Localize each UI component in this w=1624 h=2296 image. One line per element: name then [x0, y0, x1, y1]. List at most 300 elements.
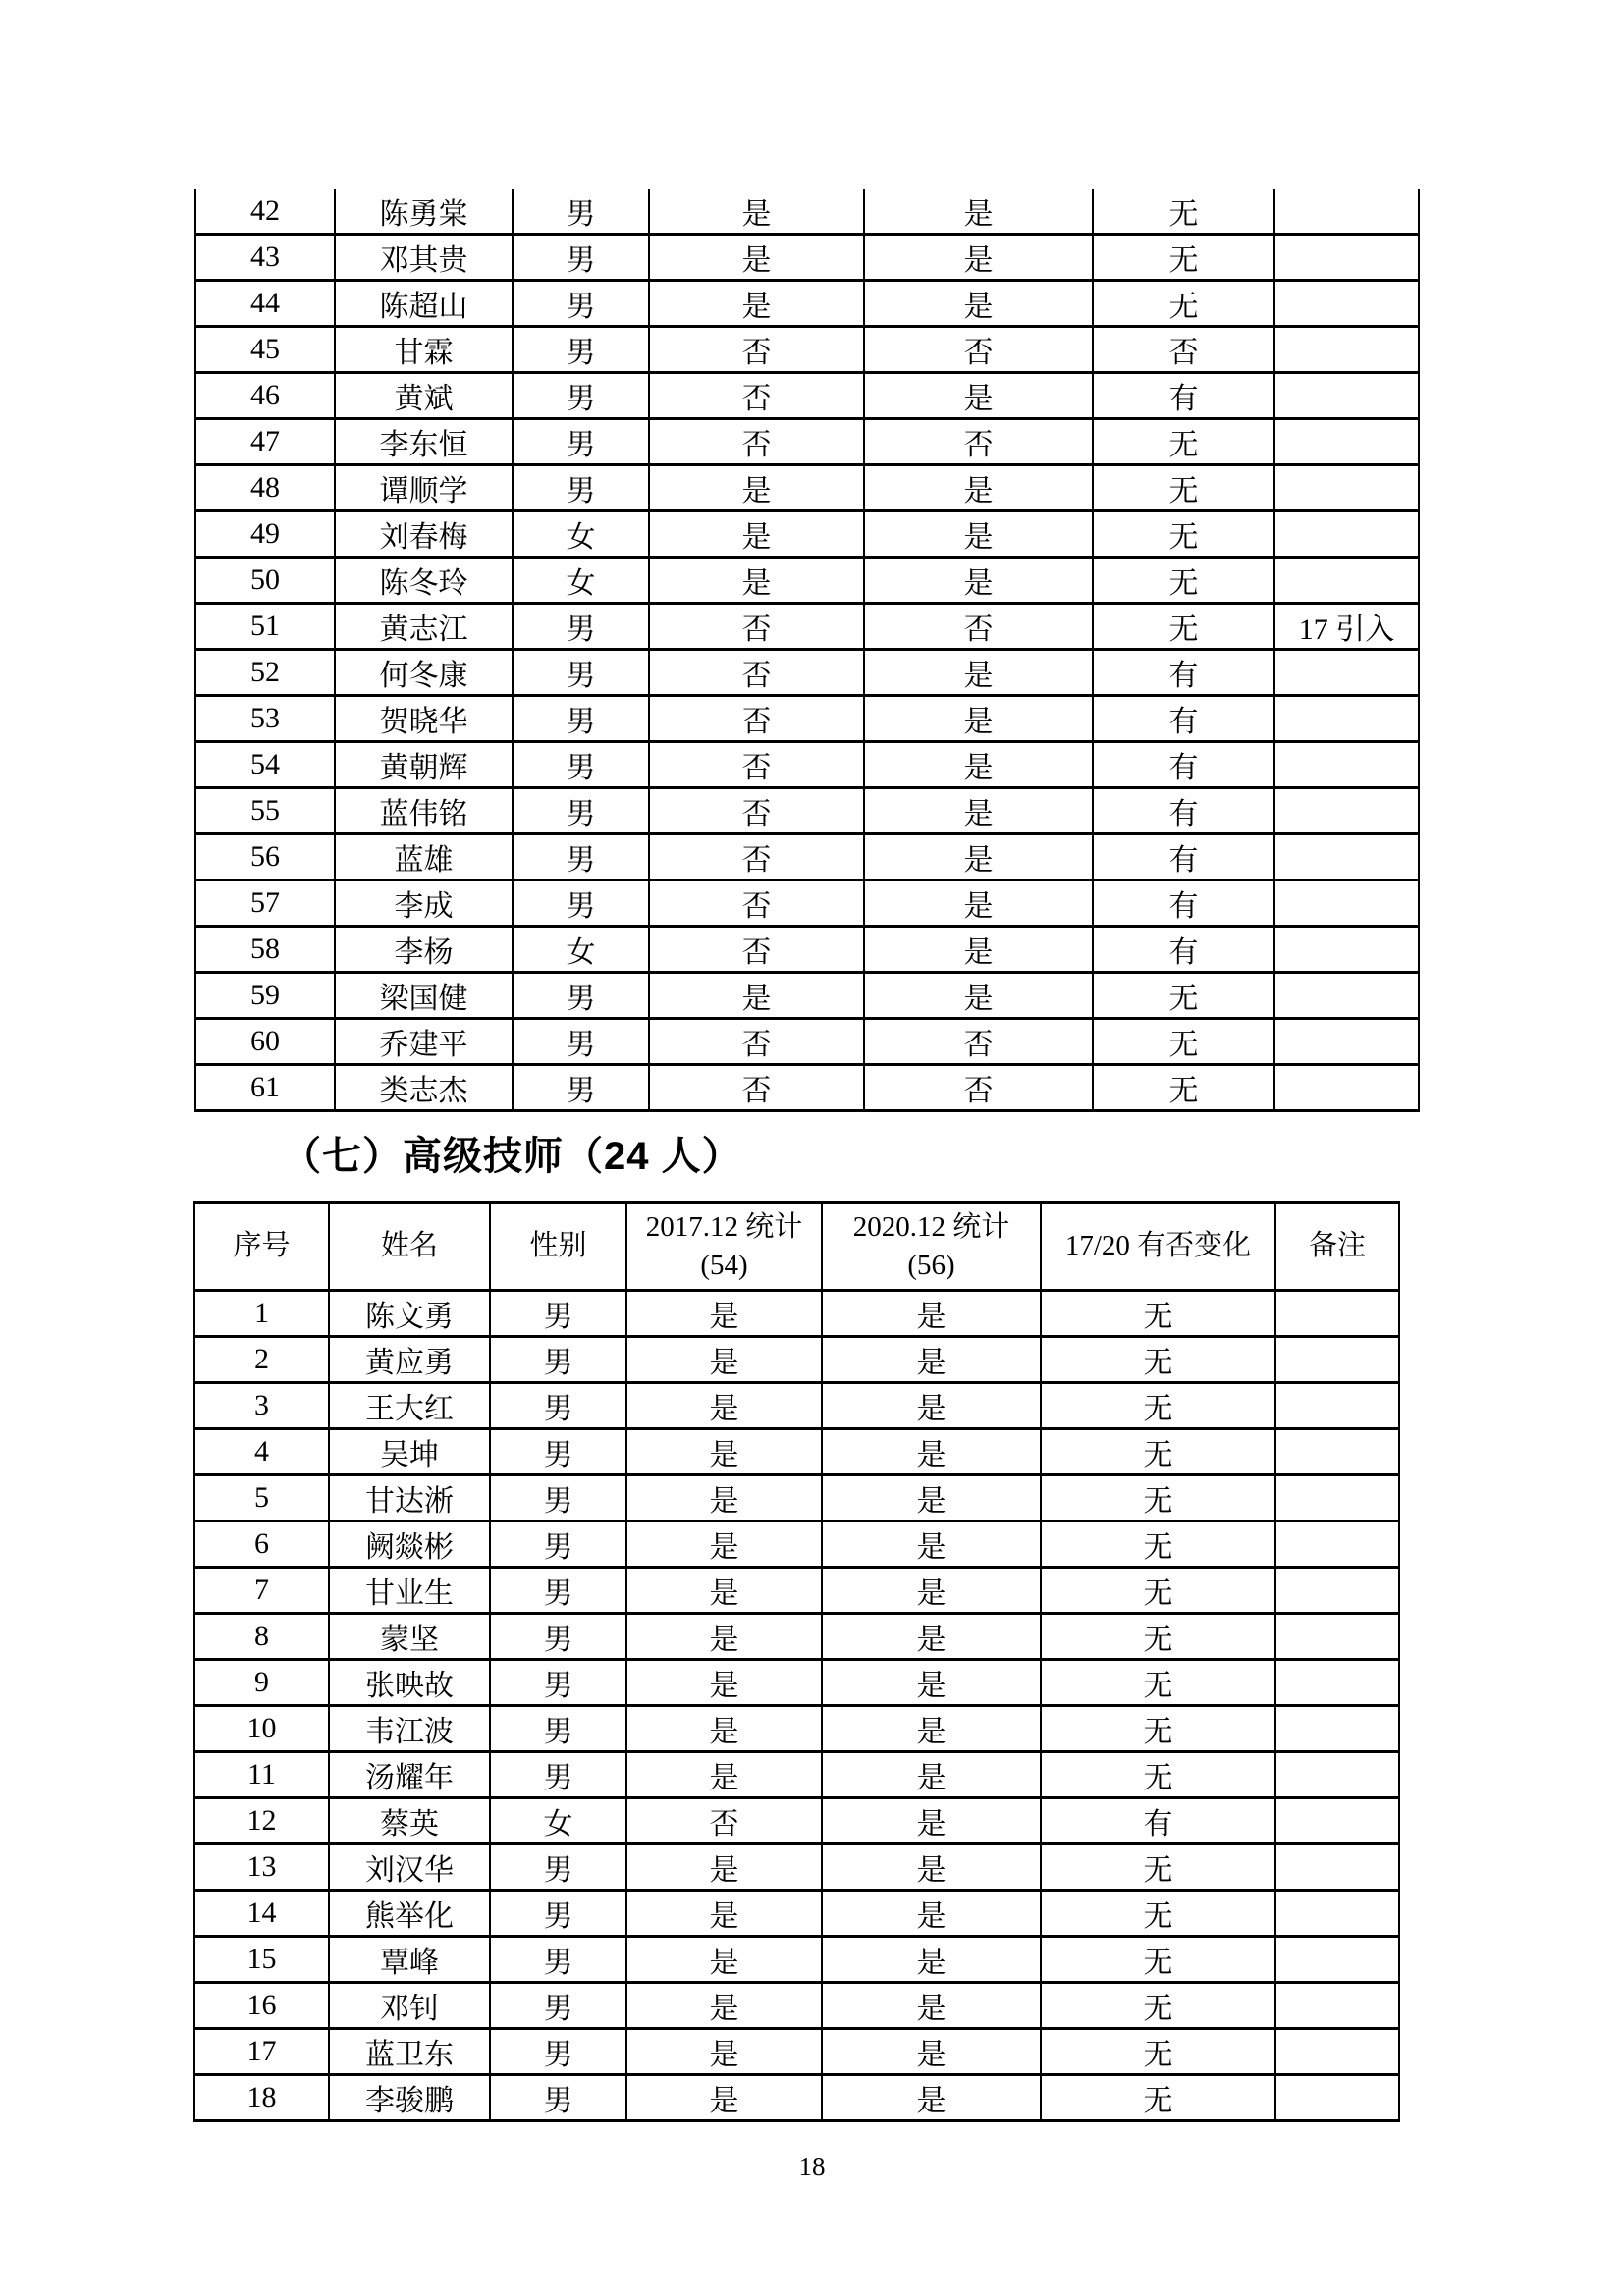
- cell-change: 无: [1041, 1983, 1275, 2029]
- cell-change: 无: [1093, 281, 1274, 327]
- cell-stat2020: 是: [864, 235, 1093, 281]
- page-number: 18: [798, 2152, 826, 2181]
- cell-no: 9: [194, 1660, 329, 1706]
- cell-change: 无: [1093, 419, 1274, 465]
- cell-remark: [1275, 1937, 1399, 1983]
- cell-gender: 男: [490, 1475, 626, 1522]
- senior-technician-table-body: [194, 1291, 1399, 2121]
- cell-stat2017: 是: [649, 281, 864, 327]
- cell-stat2017: 是: [649, 973, 864, 1019]
- cell-stat2017: 否: [649, 604, 864, 650]
- cell-name: 陈冬玲: [335, 558, 513, 604]
- cell-name: 李东恒: [335, 419, 513, 465]
- table-row: [195, 235, 1419, 281]
- cell-no: 43: [195, 235, 335, 281]
- cell-remark: [1274, 973, 1419, 1019]
- cell-stat2017: 是: [649, 189, 864, 235]
- cell-name: 张映故: [329, 1660, 490, 1706]
- cell-remark: [1274, 465, 1419, 511]
- table-row: [195, 558, 1419, 604]
- cell-no: 11: [194, 1752, 329, 1798]
- table-row: [194, 1614, 1399, 1660]
- cell-change: 无: [1041, 1937, 1275, 1983]
- cell-stat2017: 否: [649, 927, 864, 973]
- cell-name: 韦江波: [329, 1706, 490, 1752]
- cell-gender: 男: [490, 1291, 626, 1337]
- table-row: [195, 973, 1419, 1019]
- cell-remark: [1274, 235, 1419, 281]
- cell-remark: [1275, 1752, 1399, 1798]
- cell-no: 4: [194, 1429, 329, 1475]
- cell-gender: 男: [490, 1706, 626, 1752]
- cell-stat2020: 是: [864, 373, 1093, 419]
- cell-no: 54: [195, 742, 335, 788]
- cell-no: 51: [195, 604, 335, 650]
- table-row: [194, 2075, 1399, 2121]
- cell-stat2020: 是: [864, 881, 1093, 927]
- cell-gender: 男: [490, 1614, 626, 1660]
- cell-stat2017: 是: [626, 1752, 822, 1798]
- cell-remark: [1275, 2075, 1399, 2121]
- column-header: 2017.12 统计 (54): [626, 1203, 822, 1291]
- cell-no: 7: [194, 1568, 329, 1614]
- cell-gender: 男: [490, 2029, 626, 2075]
- header-row: [194, 1203, 1399, 1291]
- cell-name: 吴坤: [329, 1429, 490, 1475]
- cell-name: 覃峰: [329, 1937, 490, 1983]
- cell-change: 无: [1093, 189, 1274, 235]
- cell-name: 蓝卫东: [329, 2029, 490, 2075]
- cell-change: 无: [1041, 1614, 1275, 1660]
- cell-gender: 男: [513, 788, 649, 834]
- cell-gender: 男: [513, 1065, 649, 1111]
- cell-stat2017: 是: [626, 1660, 822, 1706]
- cell-change: 无: [1041, 1568, 1275, 1614]
- column-header: 2020.12 统计 (56): [822, 1203, 1041, 1291]
- cell-change: 无: [1093, 604, 1274, 650]
- cell-no: 1: [194, 1291, 329, 1337]
- cell-name: 甘达淅: [329, 1475, 490, 1522]
- cell-remark: [1275, 1568, 1399, 1614]
- cell-stat2020: 否: [864, 419, 1093, 465]
- cell-no: 53: [195, 696, 335, 742]
- cell-stat2020: 是: [822, 1983, 1041, 2029]
- cell-stat2017: 是: [626, 1614, 822, 1660]
- cell-gender: 男: [490, 1844, 626, 1891]
- cell-name: 陈超山: [335, 281, 513, 327]
- cell-change: 无: [1041, 1706, 1275, 1752]
- cell-name: 乔建平: [335, 1019, 513, 1065]
- cell-change: 有: [1093, 696, 1274, 742]
- column-header: 备注: [1275, 1203, 1399, 1291]
- section-heading: （七）高级技师（24 人）: [282, 1135, 742, 1178]
- table-row: [194, 1752, 1399, 1798]
- cell-remark: [1274, 1019, 1419, 1065]
- cell-gender: 男: [490, 1752, 626, 1798]
- cell-gender: 男: [513, 419, 649, 465]
- cell-stat2017: 是: [626, 1891, 822, 1937]
- cell-remark: [1275, 1891, 1399, 1937]
- cell-name: 梁国健: [335, 973, 513, 1019]
- cell-stat2017: 否: [649, 1019, 864, 1065]
- table-row: [195, 327, 1419, 373]
- cell-stat2017: 否: [649, 650, 864, 696]
- cell-change: 无: [1041, 1475, 1275, 1522]
- cell-change: 有: [1093, 373, 1274, 419]
- cell-remark: [1274, 1065, 1419, 1111]
- table-row: [195, 696, 1419, 742]
- column-header: 姓名: [329, 1203, 490, 1291]
- cell-remark: [1275, 1475, 1399, 1522]
- cell-stat2017: 是: [626, 1429, 822, 1475]
- cell-change: 无: [1041, 2075, 1275, 2121]
- cell-no: 60: [195, 1019, 335, 1065]
- cell-gender: 男: [490, 2075, 626, 2121]
- cell-gender: 男: [513, 465, 649, 511]
- table-row: [194, 1891, 1399, 1937]
- cell-remark: [1275, 1660, 1399, 1706]
- cell-stat2020: 是: [822, 1891, 1041, 1937]
- cell-name: 李成: [335, 881, 513, 927]
- cell-gender: 男: [490, 1983, 626, 2029]
- cell-name: 邓钊: [329, 1983, 490, 2029]
- cell-change: 无: [1093, 235, 1274, 281]
- cell-no: 48: [195, 465, 335, 511]
- cell-remark: [1274, 927, 1419, 973]
- cell-change: 无: [1041, 1337, 1275, 1383]
- cell-change: 有: [1093, 834, 1274, 881]
- cell-name: 熊举化: [329, 1891, 490, 1937]
- cell-gender: 男: [513, 650, 649, 696]
- cell-remark: [1274, 511, 1419, 558]
- cell-gender: 男: [490, 1568, 626, 1614]
- cell-no: 8: [194, 1614, 329, 1660]
- cell-stat2017: 否: [649, 1065, 864, 1111]
- cell-change: 有: [1093, 650, 1274, 696]
- cell-gender: 男: [513, 696, 649, 742]
- cell-no: 13: [194, 1844, 329, 1891]
- cell-stat2020: 是: [822, 1752, 1041, 1798]
- cell-stat2020: 是: [864, 788, 1093, 834]
- cell-no: 56: [195, 834, 335, 881]
- cell-name: 陈勇棠: [335, 189, 513, 235]
- cell-no: 45: [195, 327, 335, 373]
- cell-gender: 男: [490, 1937, 626, 1983]
- cell-gender: 男: [490, 1660, 626, 1706]
- cell-stat2017: 是: [649, 511, 864, 558]
- cell-stat2020: 否: [864, 327, 1093, 373]
- cell-remark: [1274, 834, 1419, 881]
- cell-stat2020: 是: [864, 696, 1093, 742]
- cell-change: 无: [1041, 1752, 1275, 1798]
- table-row: [194, 1983, 1399, 2029]
- staff-table-body: [195, 189, 1419, 1111]
- cell-stat2020: 是: [822, 2075, 1041, 2121]
- cell-stat2017: 是: [626, 2029, 822, 2075]
- table-row: [194, 1844, 1399, 1891]
- cell-name: 蔡英: [329, 1798, 490, 1844]
- table-row: [194, 1798, 1399, 1844]
- cell-change: 有: [1093, 881, 1274, 927]
- cell-no: 18: [194, 2075, 329, 2121]
- cell-no: 10: [194, 1706, 329, 1752]
- cell-stat2017: 否: [649, 742, 864, 788]
- cell-name: 何冬康: [335, 650, 513, 696]
- cell-stat2017: 是: [626, 1844, 822, 1891]
- cell-stat2020: 是: [822, 1522, 1041, 1568]
- cell-gender: 男: [513, 604, 649, 650]
- cell-remark: [1275, 1383, 1399, 1429]
- table-row: [195, 604, 1419, 650]
- table-row: [194, 2029, 1399, 2075]
- cell-name: 黄应勇: [329, 1337, 490, 1383]
- table-row: [194, 1660, 1399, 1706]
- cell-stat2017: 是: [649, 235, 864, 281]
- cell-stat2020: 是: [864, 973, 1093, 1019]
- cell-stat2017: 是: [626, 1475, 822, 1522]
- table-row: [195, 189, 1419, 235]
- cell-name: 邓其贵: [335, 235, 513, 281]
- cell-stat2017: 否: [649, 696, 864, 742]
- cell-name: 黄朝辉: [335, 742, 513, 788]
- cell-change: 无: [1093, 973, 1274, 1019]
- cell-no: 16: [194, 1983, 329, 2029]
- cell-stat2017: 否: [649, 834, 864, 881]
- cell-stat2020: 是: [822, 1475, 1041, 1522]
- table-row: [194, 1522, 1399, 1568]
- cell-change: 无: [1041, 1844, 1275, 1891]
- cell-change: 无: [1041, 1522, 1275, 1568]
- cell-name: 刘春梅: [335, 511, 513, 558]
- cell-stat2017: 否: [649, 373, 864, 419]
- cell-name: 李杨: [335, 927, 513, 973]
- table-row: [195, 281, 1419, 327]
- cell-gender: 男: [513, 973, 649, 1019]
- cell-stat2017: 是: [626, 1522, 822, 1568]
- cell-no: 50: [195, 558, 335, 604]
- cell-remark: [1274, 558, 1419, 604]
- cell-change: 有: [1093, 742, 1274, 788]
- cell-stat2020: 是: [864, 650, 1093, 696]
- cell-name: 刘汉华: [329, 1844, 490, 1891]
- cell-name: 黄斌: [335, 373, 513, 419]
- cell-remark: [1274, 327, 1419, 373]
- cell-remark: [1274, 881, 1419, 927]
- cell-no: 61: [195, 1065, 335, 1111]
- cell-stat2020: 是: [864, 189, 1093, 235]
- cell-remark: [1274, 281, 1419, 327]
- cell-gender: 男: [513, 189, 649, 235]
- senior-technician-table: [193, 1201, 1400, 2122]
- cell-stat2017: 是: [626, 2075, 822, 2121]
- cell-gender: 男: [513, 834, 649, 881]
- cell-stat2020: 是: [822, 1383, 1041, 1429]
- cell-stat2017: 否: [649, 419, 864, 465]
- table-row: [194, 1291, 1399, 1337]
- cell-remark: 17 引入: [1274, 604, 1419, 650]
- cell-change: 无: [1041, 1891, 1275, 1937]
- cell-name: 甘霖: [335, 327, 513, 373]
- cell-stat2020: 是: [822, 1937, 1041, 1983]
- cell-remark: [1274, 650, 1419, 696]
- cell-stat2020: 是: [822, 1844, 1041, 1891]
- cell-name: 蓝伟铭: [335, 788, 513, 834]
- cell-no: 2: [194, 1337, 329, 1383]
- cell-stat2020: 是: [864, 927, 1093, 973]
- cell-name: 阙燚彬: [329, 1522, 490, 1568]
- cell-change: 无: [1093, 511, 1274, 558]
- cell-remark: [1274, 419, 1419, 465]
- cell-remark: [1275, 1983, 1399, 2029]
- cell-no: 15: [194, 1937, 329, 1983]
- table-row: [194, 1937, 1399, 1983]
- cell-no: 49: [195, 511, 335, 558]
- cell-name: 谭顺学: [335, 465, 513, 511]
- cell-no: 55: [195, 788, 335, 834]
- cell-remark: [1274, 742, 1419, 788]
- cell-change: 无: [1093, 1019, 1274, 1065]
- cell-stat2020: 是: [864, 558, 1093, 604]
- cell-gender: 女: [513, 511, 649, 558]
- cell-stat2020: 是: [822, 1614, 1041, 1660]
- cell-stat2017: 是: [626, 1706, 822, 1752]
- staff-table-continued: [194, 189, 1420, 1112]
- cell-remark: [1275, 1844, 1399, 1891]
- cell-remark: [1275, 1798, 1399, 1844]
- cell-gender: 女: [513, 927, 649, 973]
- cell-stat2020: 否: [864, 1019, 1093, 1065]
- table-row: [195, 465, 1419, 511]
- cell-stat2020: 是: [864, 465, 1093, 511]
- cell-stat2020: 是: [822, 1337, 1041, 1383]
- cell-stat2017: 是: [626, 1337, 822, 1383]
- cell-remark: [1274, 696, 1419, 742]
- cell-no: 14: [194, 1891, 329, 1937]
- cell-stat2020: 是: [822, 1429, 1041, 1475]
- cell-change: 无: [1041, 2029, 1275, 2075]
- table-row: [194, 1429, 1399, 1475]
- table-row: [195, 650, 1419, 696]
- cell-gender: 男: [513, 235, 649, 281]
- cell-gender: 男: [513, 327, 649, 373]
- cell-stat2020: 是: [822, 1798, 1041, 1844]
- cell-remark: [1274, 189, 1419, 235]
- cell-no: 42: [195, 189, 335, 235]
- table-row: [195, 788, 1419, 834]
- table-row: [194, 1706, 1399, 1752]
- cell-change: 无: [1093, 558, 1274, 604]
- cell-no: 6: [194, 1522, 329, 1568]
- table-row: [195, 511, 1419, 558]
- cell-remark: [1274, 373, 1419, 419]
- column-header: 序号: [194, 1203, 329, 1291]
- cell-stat2020: 是: [822, 2029, 1041, 2075]
- cell-name: 李骏鹏: [329, 2075, 490, 2121]
- cell-change: 有: [1041, 1798, 1275, 1844]
- table-row: [194, 1383, 1399, 1429]
- cell-gender: 男: [490, 1383, 626, 1429]
- table-row: [195, 1065, 1419, 1111]
- cell-no: 12: [194, 1798, 329, 1844]
- cell-change: 有: [1093, 927, 1274, 973]
- cell-stat2017: 是: [649, 558, 864, 604]
- cell-remark: [1275, 2029, 1399, 2075]
- cell-change: 否: [1093, 327, 1274, 373]
- cell-no: 17: [194, 2029, 329, 2075]
- cell-remark: [1275, 1522, 1399, 1568]
- cell-stat2017: 否: [626, 1798, 822, 1844]
- cell-name: 蒙坚: [329, 1614, 490, 1660]
- cell-remark: [1275, 1429, 1399, 1475]
- cell-remark: [1275, 1614, 1399, 1660]
- cell-change: 有: [1093, 788, 1274, 834]
- cell-change: 无: [1041, 1291, 1275, 1337]
- cell-name: 类志杰: [335, 1065, 513, 1111]
- cell-name: 王大红: [329, 1383, 490, 1429]
- table-row: [194, 1475, 1399, 1522]
- cell-stat2020: 否: [864, 1065, 1093, 1111]
- cell-gender: 男: [513, 1019, 649, 1065]
- table-row: [195, 834, 1419, 881]
- cell-change: 无: [1041, 1660, 1275, 1706]
- cell-stat2017: 否: [649, 327, 864, 373]
- cell-no: 47: [195, 419, 335, 465]
- cell-remark: [1275, 1337, 1399, 1383]
- cell-stat2020: 否: [864, 604, 1093, 650]
- table-row: [194, 1337, 1399, 1383]
- cell-gender: 男: [513, 742, 649, 788]
- cell-stat2017: 是: [626, 1383, 822, 1429]
- cell-gender: 男: [490, 1891, 626, 1937]
- cell-remark: [1275, 1291, 1399, 1337]
- table-row: [194, 1568, 1399, 1614]
- cell-stat2017: 否: [649, 881, 864, 927]
- cell-stat2017: 是: [649, 465, 864, 511]
- cell-stat2020: 是: [864, 281, 1093, 327]
- cell-stat2020: 是: [822, 1568, 1041, 1614]
- table-row: [195, 881, 1419, 927]
- cell-gender: 男: [490, 1429, 626, 1475]
- cell-no: 44: [195, 281, 335, 327]
- table-row: [195, 1019, 1419, 1065]
- cell-no: 59: [195, 973, 335, 1019]
- cell-change: 无: [1041, 1429, 1275, 1475]
- cell-gender: 女: [490, 1798, 626, 1844]
- column-header: 性别: [490, 1203, 626, 1291]
- cell-change: 无: [1093, 465, 1274, 511]
- table-row: [195, 419, 1419, 465]
- cell-stat2017: 是: [626, 1568, 822, 1614]
- cell-stat2020: 是: [822, 1660, 1041, 1706]
- cell-stat2017: 是: [626, 1937, 822, 1983]
- column-header: 17/20 有否变化: [1041, 1203, 1275, 1291]
- cell-gender: 男: [513, 881, 649, 927]
- cell-name: 黄志江: [335, 604, 513, 650]
- cell-stat2020: 是: [822, 1291, 1041, 1337]
- cell-gender: 男: [490, 1337, 626, 1383]
- cell-gender: 女: [513, 558, 649, 604]
- cell-name: 蓝雄: [335, 834, 513, 881]
- cell-stat2020: 是: [822, 1706, 1041, 1752]
- table-row: [195, 927, 1419, 973]
- cell-stat2020: 是: [864, 511, 1093, 558]
- cell-gender: 男: [490, 1522, 626, 1568]
- cell-no: 52: [195, 650, 335, 696]
- cell-name: 甘业生: [329, 1568, 490, 1614]
- cell-stat2020: 是: [864, 742, 1093, 788]
- cell-name: 陈文勇: [329, 1291, 490, 1337]
- cell-remark: [1274, 788, 1419, 834]
